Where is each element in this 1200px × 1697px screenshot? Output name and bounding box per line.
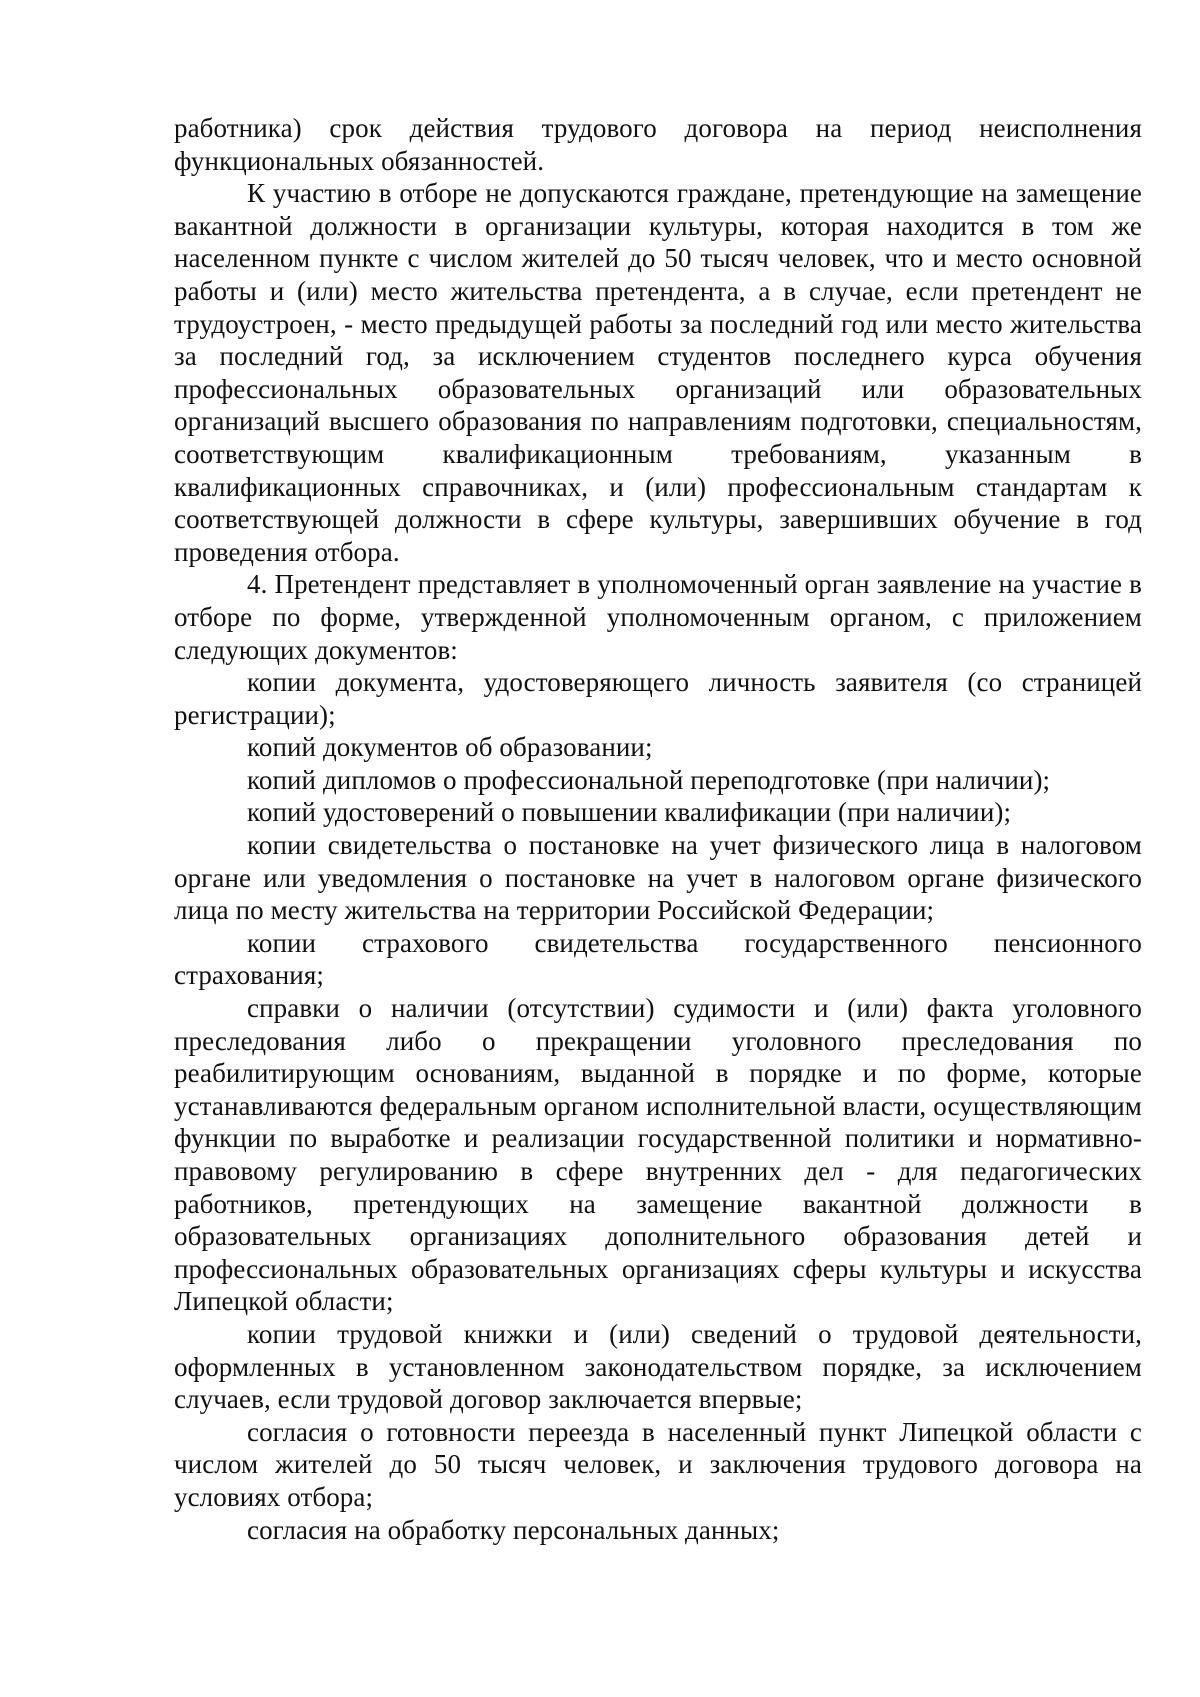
paragraph-clause-4: 4. Претендент представляет в уполномоченный орган заявление на участие в отборе по форме, утвержденной уполномоченным органом, с приложением следующих документов: (174, 569, 1142, 665)
list-item-identity-document: копии документа, удостоверяющего личность заявителя (со страницей регистрации); (174, 667, 1142, 730)
list-item-personal-data-consent: согласия на обработку персональных данных; (247, 1514, 780, 1545)
list-item-employment-record: копии трудовой книжки и (или) сведений о трудовой деятельности, оформленных в установленном законодательством порядке, за исключением случаев, если трудовой договор заключается впервые; (174, 1318, 1142, 1415)
list-item-relocation-consent: согласия о готовности переезда в населенный пункт Липецкой области с числом жителей до 50 тысяч человек, и заключения трудового договора на условиях отбора; (174, 1416, 1142, 1512)
paragraph-continuation: работника) срок действия трудового договора на период неисполнения функциональных обязанностей. (174, 113, 1142, 176)
document-page (174, 112, 1142, 1546)
list-item-tax-registration: копии свидетельства о постановке на учет физического лица в налоговом органе или уведомления о постановке на учет в налоговом органе физического лица по месту жительства на территории Российской Федерации; (174, 830, 1142, 926)
paragraph-selection-exclusion: К участию в отборе не допускаются граждане, претендующие на замещение вакантной должности в организации культуры, которая находится в том же населенном пункте с числом жителей до 50 тысяч человек, что и место основной работы и (или) место жительства претендента, а в случае, если претендент не трудоустроен, - место предыдущей работы за последний год или место жительства за последний год, за исключением студентов последнего курса обучения профессиональных образовательных организаций или образовательных организаций высшего образования по направлениям подготовки, специальностям, соответствующим квалификационным требованиям, указанным в квалификационных справочниках, и (или) профессиональным стандартам к соответствующей должности в сфере культуры, завершивших обучение в год проведения отбора. (174, 178, 1142, 567)
list-item-pension-insurance: копии страхового свидетельства государственного пенсионного страхования; (174, 927, 1142, 991)
list-item-education-documents: копий документов об образовании; (247, 732, 653, 763)
list-item-retraining-diplomas: копий дипломов о профессиональной переподготовке (при наличии); (247, 764, 1051, 795)
list-item-qualification-certificates: копий удостоверений о повышении квалификации (при наличии); (247, 797, 1012, 828)
list-item-criminal-record: справки о наличии (отсутствии) судимости и (или) факта уголовного преследования либо о прекращении уголовного преследования по реабилитирующим основаниям, выданной в порядке и по форме, которые устанавливаются федеральным органом исполнительной власти, осуществляющим функции по выработке и реализации государственной политики и нормативно-правовому регулированию в сфере внутренних дел - для педагогических работников, претендующих на замещение вакантной должности в образовательных организациях дополнительного образования детей и профессиональных образовательных организациях сферы культуры и искусства Липецкой области; (174, 993, 1142, 1317)
